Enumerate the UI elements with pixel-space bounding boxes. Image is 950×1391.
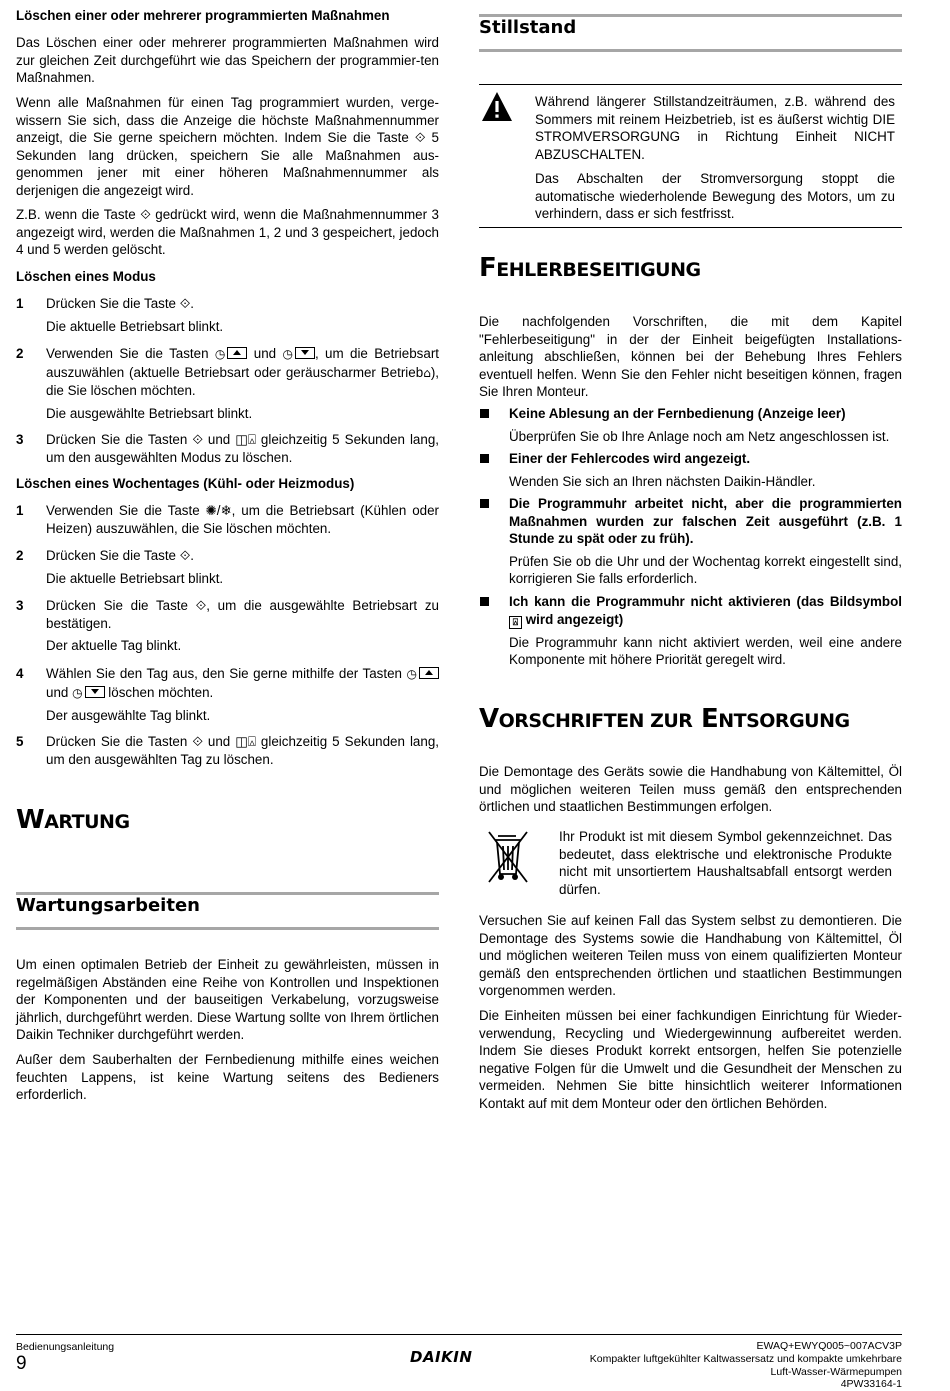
footer-doc-code: 4PW33164-1 (840, 1378, 902, 1390)
divider (479, 227, 902, 228)
divider (479, 84, 902, 85)
paragraph: Z.B. wenn die Taste ⟐ gedrückt wird, wenn die Maßnahmennummer 3 angezeigt wird, werden die Maßnahmen 1, 2 und 3 gespeichert, jedoch 4 und 5 werden gelöscht. (16, 207, 439, 257)
step-number: 3 (16, 432, 24, 447)
list-item (479, 593, 902, 669)
subsection-header (479, 19, 902, 52)
bullet-text: Wenden Sie sich an Ihren nächsten Daikin-Händler. (509, 473, 816, 489)
step-text (46, 665, 439, 702)
paragraph: Das Löschen einer oder mehrerer programmierten Maßnahmen wird zur gleichen Zeit durchgeführt wie das Speichern der programmier-ten Maßnahmen. (16, 35, 439, 85)
footer-description: Luft-Wasser-Wärmepumpen (770, 1366, 902, 1378)
step-number: 4 (16, 666, 24, 681)
step-number: 5 (16, 734, 24, 749)
step-text-c: ), die Sie löschen möchten. (46, 364, 439, 398)
up-arrow-key-icon (419, 667, 439, 679)
subsection-title: Stillstand (479, 17, 577, 38)
title-initial: V (479, 704, 499, 734)
step-number: 3 (16, 598, 24, 613)
clock-icon: ◷ (72, 685, 83, 700)
bullet-title (509, 593, 902, 629)
list-item (16, 665, 439, 725)
heading-delete-mode: Löschen eines Modus (16, 269, 156, 284)
step-text-a: Verwenden Sie die Tasten (46, 346, 209, 361)
list-item (479, 405, 902, 445)
step-text-b: löschen möchten. (108, 684, 214, 700)
step-text: Verwenden Sie die Taste ✺/❄, um die Betriebsart (Kühlen oder Heizen) auszuwählen, die Sie löschen möchten. (46, 503, 439, 536)
list-item (479, 450, 902, 490)
step-text: Drücken Sie die Taste ⟐, um die ausgewählte Betriebsart zu bestätigen. (46, 598, 439, 631)
warning-text: Das Abschalten der Stromversorgung stoppt die automatische wiederholende Bewegung des Motors, um zu verhindern, dass er sich festfrisst. (535, 171, 895, 221)
brand-logo: DAIKIN (410, 1348, 473, 1366)
heading-delete-weekday: Löschen eines Wochentages (Kühl- oder Heizmodus) (16, 476, 355, 491)
bullet-text: Die Programmuhr kann nicht aktiviert werden, weil eine andere Komponente mit höhere Priorität geregelt wird. (509, 634, 902, 667)
list-item (16, 431, 439, 466)
bullet-icon (480, 409, 489, 418)
bullet-text: Überprüfen Sie ob Ihre Anlage noch am Netz angeschlossen ist. (509, 428, 890, 444)
list-item (16, 733, 439, 768)
bullet-title: Keine Ablesung an der Fernbedienung (Anzeige leer) (509, 406, 846, 421)
bullet-title-a: Ich kann die Programmuhr nicht aktivieren (das Bildsymbol (509, 594, 902, 609)
step-text (46, 345, 439, 400)
down-arrow-key-icon (295, 347, 315, 359)
up-arrow-key-icon (227, 347, 247, 359)
page-number: 9 (16, 1353, 27, 1374)
paragraph: Außer dem Sauberhalten der Fernbedienung mithilfe eines weichen feuchten Lappens, ist keine Wartung seitens des Bedieners erforderlich. (16, 1052, 439, 1102)
section-title-maintenance (16, 805, 439, 835)
step-number: 2 (16, 548, 24, 563)
step-number: 2 (16, 346, 24, 361)
subsection-title: Wartungsarbeiten (16, 895, 200, 916)
title-rest: ARTUNG (44, 811, 130, 833)
step-sub: Die aktuelle Betriebsart blinkt. (46, 570, 224, 586)
step-sub: Die ausgewählte Betriebsart blinkt. (46, 405, 253, 421)
paragraph: Die Einheiten müssen bei einer fachkundigen Einrichtung für Wieder-verwendung, Recycling und Wiedergewinnung aufbereitet werden. Indem Sie dieses Produkt korrekt entsorgen, helfen Sie potenzielle negative Folgen für die Umwelt und die Gesundheit der Menschen zu vermeiden. Nehmen Sie bitte hinsichtlich weiterer Informationen Kontakt auf mit dem Monteur oder den örtlichen Behörden. (479, 1008, 902, 1111)
clock-icon: ◷ (214, 347, 226, 361)
footer-description: Kompakter luftgekühlter Kaltwassersatz und kompakte umkehrbare (589, 1353, 902, 1365)
bullet-text: Prüfen Sie ob die Uhr und der Wochentag korrekt eingestellt sind, korrigieren Sie falls erforderlich. (509, 553, 902, 586)
step-text-a: Wählen Sie den Tag aus, den Sie gerne mithilfe der Tasten (46, 666, 402, 681)
paragraph: Versuchen Sie auf keinen Fall das System selbst zu demontieren. Die Demontage des Systems sowie die Handhabung von Kältemittel, Öl und möglichen weiteren Teilen muss von einem qualifizierten Monteur gemäß den entsprechenden örtlichen und staatlichen Bestimmungen vorgenommen werden. (479, 913, 902, 998)
title-initial: F (479, 253, 497, 283)
footer-doc-type: Bedienungsanleitung (16, 1341, 115, 1353)
bullet-title: Einer der Fehlercodes wird angezeigt. (509, 451, 751, 466)
bullet-icon (480, 499, 489, 508)
bullet-title: Die Programmuhr arbeitet nicht, aber die programmierten Maßnahmen wurden zur falschen Zeit ausgeführt (z.B. 1 Stunde zu spät oder zu früh). (509, 496, 902, 546)
clock-icon: ◷ (282, 347, 293, 361)
step-sub: Der aktuelle Tag blinkt. (46, 638, 182, 653)
list-item (479, 495, 902, 588)
title-rest: NTSORGUNG (718, 710, 850, 732)
step-text-and: und (253, 346, 277, 361)
crossed-out-wheelie-bin-icon (486, 828, 530, 888)
title-rest: EHLERBESEITIGUNG (496, 259, 701, 281)
step-text: Drücken Sie die Taste ⟐. (46, 548, 195, 563)
quiet-mode-icon: ⌂ (423, 365, 431, 380)
step-number: 1 (16, 296, 24, 311)
step-text-and: und (46, 684, 69, 700)
list-item (16, 502, 439, 537)
list-item (16, 295, 439, 335)
clock-icon: ◷ (406, 667, 417, 681)
list-item (16, 345, 439, 422)
bullet-title-b: wird angezeigt) (525, 611, 624, 627)
warning-icon (481, 91, 513, 123)
footer-model: EWAQ+EWYQ005~007ACV3P (756, 1340, 902, 1352)
section-title-troubleshooting (479, 253, 902, 283)
step-sub: Die aktuelle Betriebsart blinkt. (46, 318, 224, 334)
paragraph: Um einen optimalen Betrieb der Einheit zu gewährleisten, müssen in regelmäßigen Abständen eine Reihe von Kontrollen und Inspektionen der Komponenten und der bauseitigen Verkabelung, vorzugsweise jährlich, durchgeführt werden. Diese Wartung sollte von Ihrem örtlichen Daikin Techniker durchgeführt werden. (16, 957, 439, 1042)
bullet-icon (480, 454, 489, 463)
title-rest: ORSCHRIFTEN ZUR (498, 710, 693, 732)
step-text: Drücken Sie die Tasten ⟐ und ◫⍓ gleichzeitig 5 Sekunden lang, um den ausgewählten Modus zu löschen. (46, 432, 439, 465)
step-sub: Der ausgewählte Tag blinkt. (46, 708, 211, 723)
title-initial: E (700, 704, 719, 734)
step-text-b: , um die Betriebsart auszuwählen (aktuelle Betriebsart oder geräuscharmer Betrieb (46, 346, 439, 380)
list-item (16, 597, 439, 655)
section-title-disposal (479, 704, 902, 734)
warning-text: Während längerer Stillstandzeiträumen, z.B. während des Sommers mit reinem Heizbetrieb, ist es äußerst wichtig DIE STROMVERSORGUNG in Richtung Einheit NICHT ABZUSCHALTEN. (535, 94, 895, 162)
list-item (16, 547, 439, 587)
step-number: 1 (16, 503, 24, 518)
paragraph: Die nachfolgenden Vorschriften, die mit dem Kapitel "Fehlerbeseitigung" in der der Einheit beigefügten Installations-anleitung abschließen, können bei der Behebung Ihres Fehlers eventuell helfen. Wenn Sie den Fehler nicht beseitigen können, fragen Sie Ihren Monteur. (479, 314, 902, 399)
down-arrow-key-icon (85, 686, 105, 698)
timer-symbol-icon: ⍓ (509, 616, 522, 629)
title-initial: W (16, 805, 45, 835)
paragraph: Ihr Produkt ist mit diesem Symbol gekennzeichnet. Das bedeutet, dass elektrische und elektronische Produkte nicht mit unsortiertem Haushaltsabfall entsorgt werden dürfen. (559, 829, 892, 897)
footer-divider (16, 1334, 902, 1335)
bullet-icon (480, 597, 489, 606)
heading-delete-actions: Löschen einer oder mehrerer programmierten Maßnahmen (16, 8, 390, 23)
step-text: Drücken Sie die Taste ⟐. (46, 296, 195, 311)
paragraph: Die Demontage des Geräts sowie die Handhabung von Kältemittel, Öl und möglichen weiteren Teilen muss gemäß den entsprechenden örtlichen und staatlichen Bestimmungen erfolgen. (479, 764, 902, 814)
subsection-header (16, 897, 439, 930)
paragraph: Wenn alle Maßnahmen für einen Tag programmiert wurden, verge-wissern Sie sich, dass die Anzeige die höchste Maßnahmennummer anzeigt, die Sie gerne speichern möchten. Indem Sie die Taste ⟐ 5 Sekunden lang drücken, speichern Sie alle Maßnahmen aus-genommen jener mit einer höheren Maßnahmennummer als derjenigen die angezeigt wird. (16, 95, 439, 198)
step-text: Drücken Sie die Tasten ⟐ und ◫⍓ gleichzeitig 5 Sekunden lang, um den ausgewählten Tag zu löschen. (46, 734, 439, 767)
